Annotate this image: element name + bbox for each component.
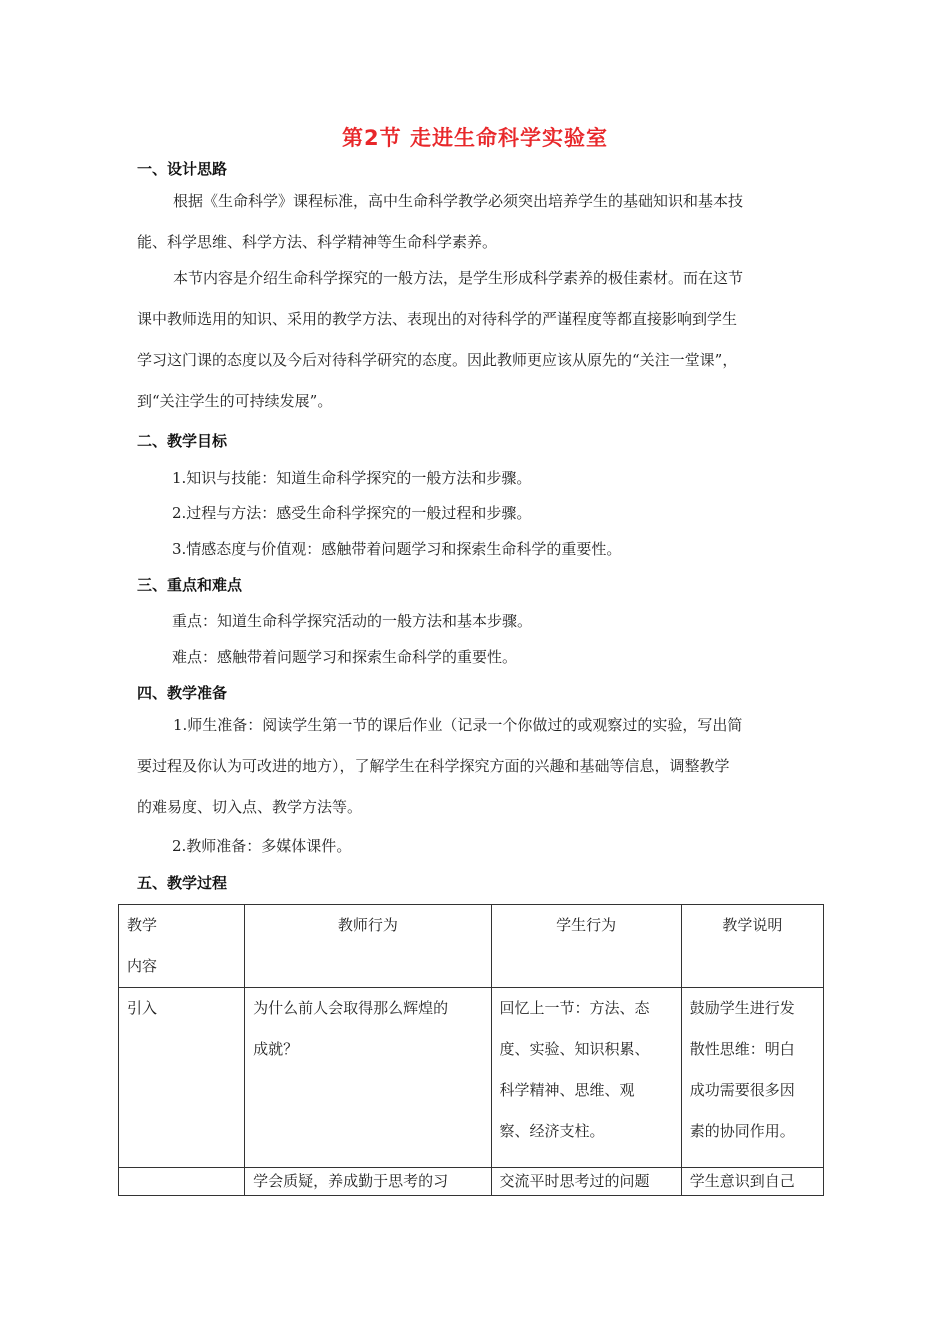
cell-line: 回忆上一节：方法、态 [499,999,650,1017]
goal-item: 3.情感态度与价值观：感触带着问题学习和探索生命科学的重要性。 [172,540,622,558]
difficulty-item: 难点：感触带着问题学习和探索生命科学的重要性。 [172,648,518,666]
cell-line: 察、经济支柱。 [499,1122,605,1140]
cell-student [491,988,681,1168]
preparation-item-1 [137,705,817,828]
cell-line: 为什么前人会取得那么辉煌的 [253,999,449,1017]
section-heading-design: 一、设计思路 [137,160,228,178]
cell-teacher [245,988,491,1168]
header-teacher: 教师行为 [245,905,491,988]
table-row [119,988,824,1168]
cell-line: 度、实验、知识积累、 [499,1040,650,1058]
section-heading-process: 五、教学过程 [137,874,228,892]
cell-line: 成功需要很多因 [689,1081,795,1099]
header-student: 学生行为 [491,905,681,988]
cell-line: 成就？ [253,1040,299,1058]
cell-content [119,1168,245,1196]
paragraph-line: 根据《生命科学》课程标准，高中生命科学教学必须突出培养学生的基础知识和基本技 [173,192,744,210]
header-note: 教学说明 [681,905,823,988]
page-title: 第2节 走进生命科学实验室 [342,126,608,150]
cell-teacher: 学会质疑，养成勤于思考的习 [245,1168,491,1196]
cell-student: 交流平时思考过的问题 [491,1168,681,1196]
paragraph-line: 本节内容是介绍生命科学探究的一般方法，是学生形成科学素养的极佳素材。而在这节 [173,269,744,287]
goal-item: 2.过程与方法：感受生命科学探究的一般过程和步骤。 [172,504,532,522]
cell-note [681,988,823,1168]
table-row [119,1168,824,1196]
teaching-process-table [118,904,824,1196]
header-content [119,905,245,988]
cell-line: 鼓励学生进行发 [689,999,795,1017]
table-header-row [119,905,824,988]
preparation-item-2: 2.教师准备：多媒体课件。 [172,837,352,855]
header-line: 内容 [127,957,158,975]
section-heading-goals: 二、教学目标 [137,432,228,450]
paragraph-line: 到“关注学生的可持续发展”。 [137,392,333,410]
cell-line: 散性思维：明白 [689,1040,795,1058]
header-line: 教学 [127,916,158,934]
paragraph-line: 学习这门课的态度以及今后对待科学研究的态度。因此教师更应该从原先的“关注一堂课”， [137,351,738,369]
section-heading-preparation: 四、教学准备 [137,684,228,702]
cell-content: 引入 [119,988,245,1168]
paragraph-line: 的难易度、切入点、教学方法等。 [137,798,363,816]
paragraph-line: 能、科学思维、科学方法、科学精神等生命科学素养。 [137,233,498,251]
section-heading-key-points: 三、重点和难点 [137,576,243,594]
paragraph-line: 课中教师选用的知识、采用的教学方法、表现出的对待科学的严谨程度等都直接影响到学生 [137,310,738,328]
paragraph-design-1 [137,181,817,263]
paragraph-line: 1.师生准备：阅读学生第一节的课后作业（记录一个你做过的或观察过的实验，写出简 [173,716,743,734]
paragraph-design-2 [137,258,817,422]
goal-item: 1.知识与技能：知道生命科学探究的一般方法和步骤。 [172,469,532,487]
cell-line: 科学精神、思维、观 [499,1081,635,1099]
cell-note: 学生意识到自己 [681,1168,823,1196]
cell-line: 素的协同作用。 [689,1122,795,1140]
key-point-item: 重点：知道生命科学探究活动的一般方法和基本步骤。 [172,612,533,630]
paragraph-line: 要过程及你认为可改进的地方），了解学生在科学探究方面的兴趣和基础等信息，调整教学 [137,757,730,775]
